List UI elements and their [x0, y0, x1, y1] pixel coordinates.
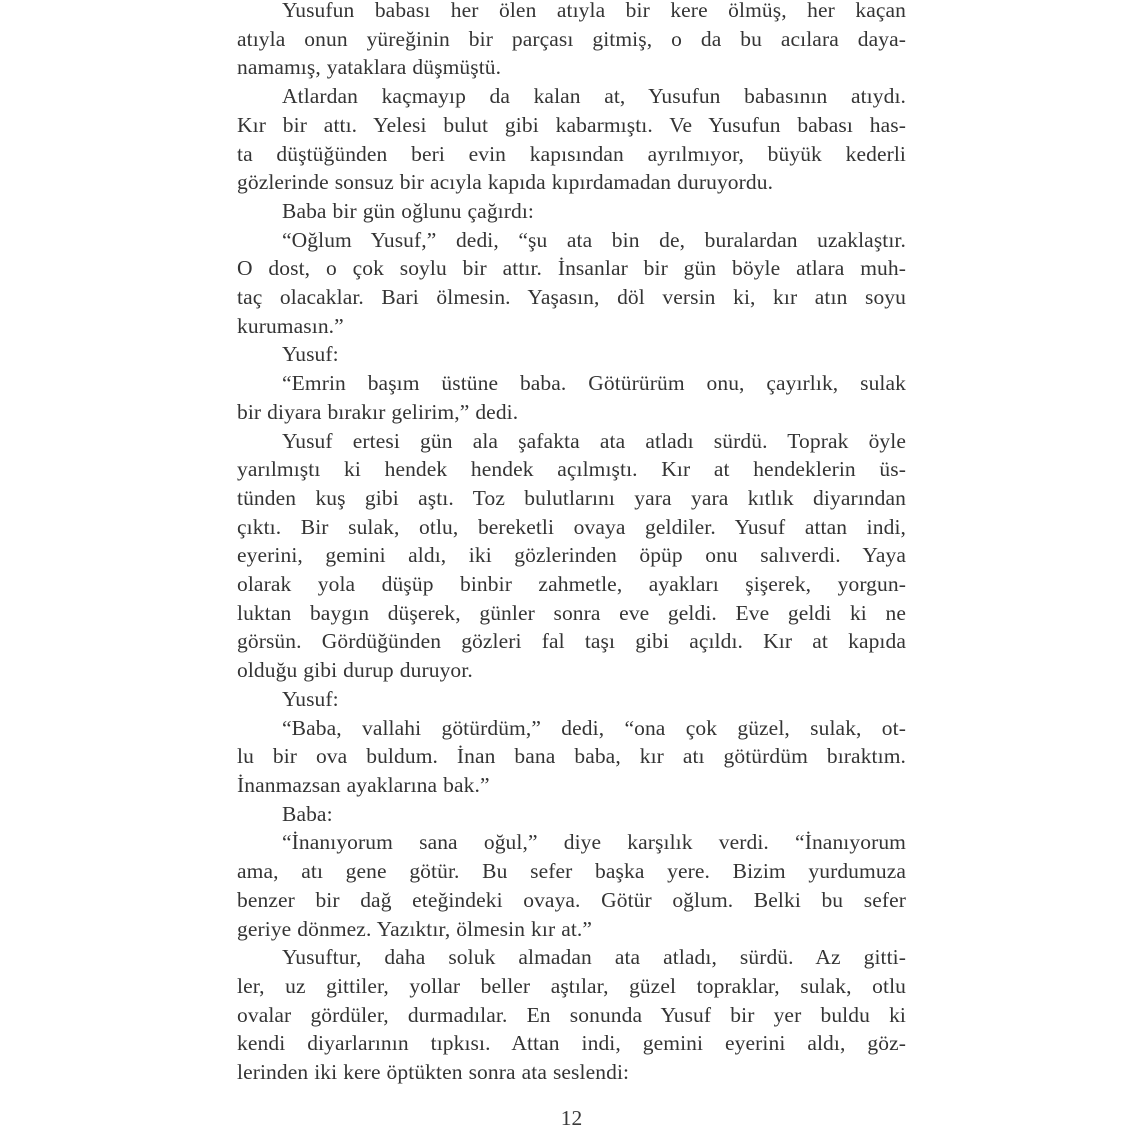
text-line: “Emrin başım üstüne baba. Götürürüm onu, çayırlık, sulak: [282, 371, 906, 396]
paragraph: [237, 340, 906, 369]
text-line: olduğu gibi durup duruyor.: [237, 658, 473, 683]
text-line: Yusuftur, daha soluk almadan ata atladı, sürdü. Az gitti-: [282, 945, 906, 970]
text-line: ama, atı gene götür. Bu sefer başka yere. Bizim yurdumuza: [237, 859, 906, 884]
body-text: [237, 0, 906, 1087]
text-line: taç olacaklar. Bari ölmesin. Yaşasın, döl versin ki, kır atın soyu: [237, 285, 906, 310]
paragraph: [237, 943, 906, 1087]
text-line: kendi diyarlarının tıpkısı. Attan indi, gemini eyerini aldı, göz-: [237, 1031, 906, 1056]
text-line: olarak yola düşüp binbir zahmetle, ayakları şişerek, yorgun-: [237, 572, 906, 597]
paragraph: [237, 226, 906, 341]
text-line: görsün. Gördüğünden gözleri fal taşı gibi açıldı. Kır at kapıda: [237, 629, 906, 654]
text-line: ta düştüğünden beri evin kapısından ayrılmıyor, büyük kederli: [237, 141, 906, 166]
text-line: lu bir ova buldum. İnan bana baba, kır atı götürdüm bıraktım.: [237, 744, 906, 769]
text-line: çıktı. Bir sulak, otlu, bereketli ovaya geldiler. Yusuf attan indi,: [237, 514, 906, 539]
page-number: 12: [560, 1106, 583, 1130]
text-line: kurumasın.”: [237, 313, 344, 338]
text-line: Yusuf:: [282, 342, 339, 367]
text-line: gözlerinde sonsuz bir acıyla kapıda kıpırdamadan duruyordu.: [237, 170, 774, 195]
text-line: ovalar gördüler, durmadılar. En sonunda Yusuf bir yer buldu ki: [237, 1002, 906, 1027]
paragraph: [237, 427, 906, 685]
text-line: bir diyara bırakır gelirim,” dedi.: [237, 399, 519, 424]
text-line: “Baba, vallahi götürdüm,” dedi, “ona çok güzel, sulak, ot-: [282, 715, 906, 740]
text-line: lerinden iki kere öptükten sonra ata seslendi:: [237, 1060, 630, 1085]
text-line: İnanmazsan ayaklarına bak.”: [237, 772, 490, 797]
text-line: eyerini, gemini aldı, iki gözlerinden öpüp onu salıverdi. Yaya: [237, 543, 906, 568]
paragraph: [237, 82, 906, 197]
paragraph: [237, 197, 906, 226]
paragraph: [237, 714, 906, 800]
text-line: luktan baygın düşerek, günler sonra eve geldi. Eve geldi ki ne: [237, 600, 906, 625]
text-line: ler, uz gittiler, yollar beller aştılar, güzel topraklar, sulak, otlu: [237, 973, 906, 998]
text-line: Yusuf:: [282, 686, 339, 711]
text-line: Yusuf ertesi gün ala şafakta ata atladı sürdü. Toprak öyle: [282, 428, 906, 453]
paragraph: [237, 800, 906, 829]
text-line: “İnanıyorum sana oğul,” diye karşılık verdi. “İnanıyorum: [282, 830, 906, 855]
text-line: geriye dönmez. Yazıktır, ölmesin kır at.”: [237, 916, 593, 941]
text-line: “Oğlum Yusuf,” dedi, “şu ata bin de, buralardan uzaklaştır.: [282, 227, 906, 252]
paragraph: [237, 828, 906, 943]
text-line: tünden kuş gibi aştı. Toz bulutlarını yara yara kıtlık diyarından: [237, 485, 906, 510]
text-line: yarılmıştı ki hendek hendek açılmıştı. Kır at hendeklerin üs-: [237, 457, 906, 482]
text-line: benzer bir dağ eteğindeki ovaya. Götür oğlum. Belki bu sefer: [237, 887, 906, 912]
text-line: Baba bir gün oğlunu çağırdı:: [282, 198, 534, 223]
paragraph: [237, 0, 906, 82]
text-line: atıyla onun yüreğinin bir parçası gitmiş, o da bu acılara daya-: [237, 26, 906, 51]
text-line: namamış, yataklara düşmüştü.: [237, 55, 502, 80]
text-line: Kır bir attı. Yelesi bulut gibi kabarmıştı. Ve Yusufun babası has-: [237, 112, 906, 137]
paragraph: [237, 369, 906, 426]
text-line: Atlardan kaçmayıp da kalan at, Yusufun babasının atıydı.: [282, 84, 906, 109]
text-line: Baba:: [282, 801, 333, 826]
text-line: O dost, o çok soylu bir attır. İnsanlar bir gün böyle atlara muh-: [237, 256, 906, 281]
paragraph: [237, 685, 906, 714]
text-line: Yusufun babası her ölen atıyla bir kere ölmüş, her kaçan: [282, 0, 906, 22]
